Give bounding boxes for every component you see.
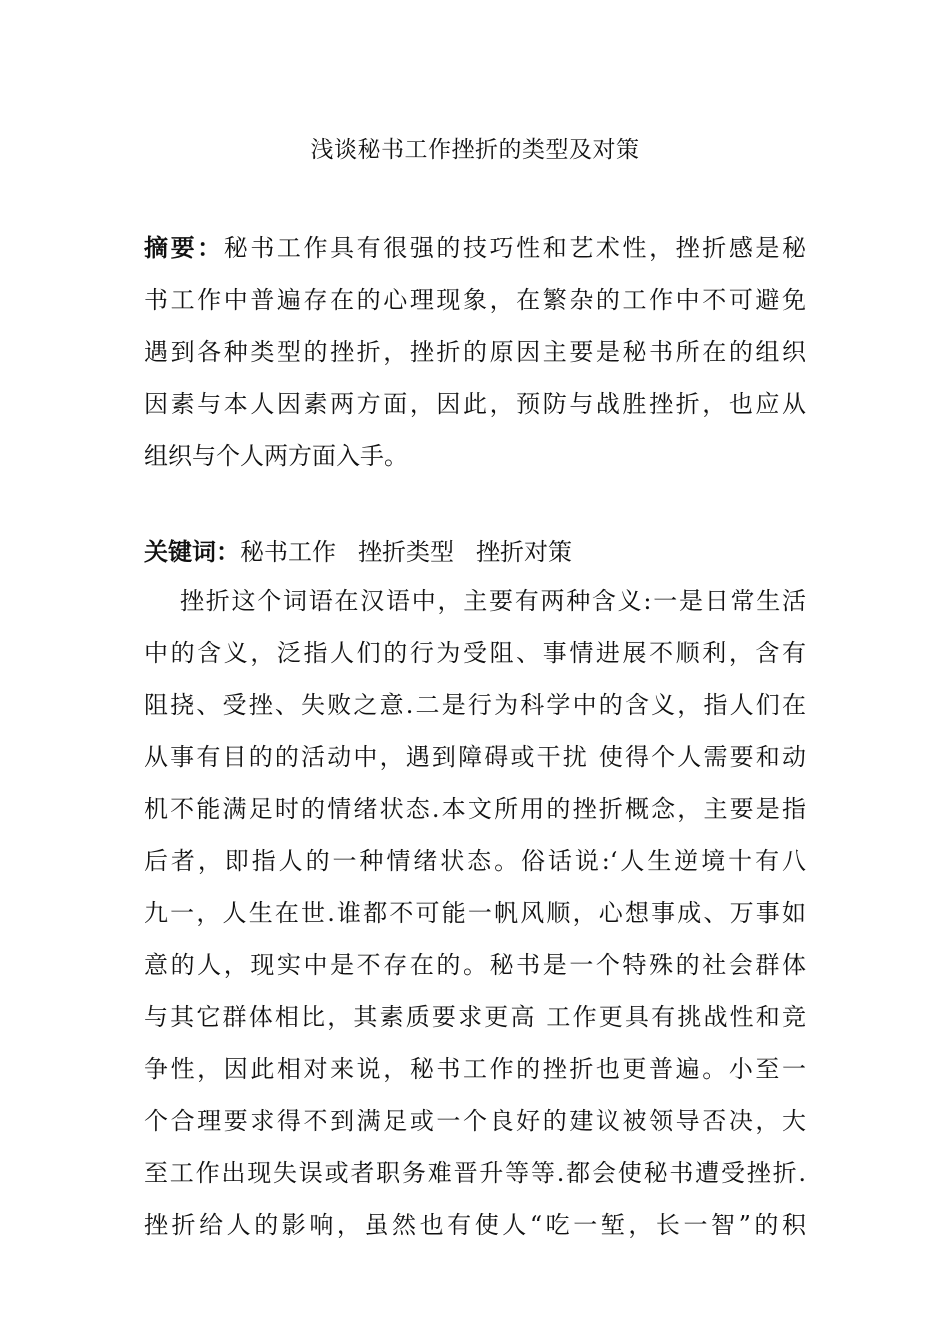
body-line: 争性，因此相对来说，秘书工作的挫折也更普遍。小至一: [144, 1055, 806, 1083]
keywords-label: 关键词：: [144, 537, 240, 566]
keyword-item: 挫折对策: [476, 538, 572, 566]
keyword-item: 挫折类型: [358, 538, 454, 566]
abstract-section: [144, 222, 806, 482]
keywords-line: [144, 526, 806, 578]
document-title: 浅谈秘书工作挫折的类型及对策: [310, 137, 640, 163]
body-line: 个合理要求得不到满足或一个良好的建议被领导否决，大: [144, 1107, 806, 1135]
abstract-line: 书工作中普遍存在的心理现象，在繁杂的工作中不可避免: [144, 286, 806, 314]
abstract-line: 遇到各种类型的挫折，挫折的原因主要是秘书所在的组织: [144, 338, 806, 366]
abstract-line: 组织与个人两方面入手。: [144, 442, 408, 470]
body-line: 至工作出现失误或者职务难晋升等等.都会使秘书遭受挫折.: [144, 1159, 806, 1187]
keywords-section: [144, 526, 806, 578]
body-line: 机不能满足时的情绪状态.本文所用的挫折概念，主要是指: [144, 795, 806, 823]
abstract-line: 因素与本人因素两方面，因此，预防与战胜挫折，也应从: [144, 390, 806, 418]
body-line: 后者，即指人的一种情绪状态。俗话说:‘人生逆境十有八: [144, 847, 806, 875]
body-line: 挫折给人的影响，虽然也有使人“吃一堑，长一智”的积: [144, 1211, 806, 1239]
body-line: 阻挠、受挫、失败之意.二是行为科学中的含义，指人们在: [144, 691, 806, 719]
keyword-item: 秘书工作: [240, 538, 336, 566]
body-line: 中的含义，泛指人们的行为受阻、事情进展不顺利，含有: [144, 639, 806, 667]
body-line: 挫折这个词语在汉语中，主要有两种含义:一是日常生活: [180, 587, 806, 615]
abstract-line: [144, 222, 806, 274]
body-line: 与其它群体相比，其素质要求更高 工作更具有挑战性和竞: [144, 1003, 806, 1031]
body-line: 九一，人生在世.谁都不可能一帆风顺，心想事成、万事如: [144, 899, 806, 927]
abstract-label: 摘要：: [144, 233, 224, 262]
body-line: 意的人，现实中是不存在的。秘书是一个特殊的社会群体: [144, 951, 806, 979]
body-line: 从事有目的的活动中，遇到障碍或干扰 使得个人需要和动: [144, 743, 806, 771]
abstract-text: 秘书工作具有很强的技巧性和艺术性，挫折感是秘: [223, 234, 806, 262]
body-text: [144, 575, 806, 1251]
